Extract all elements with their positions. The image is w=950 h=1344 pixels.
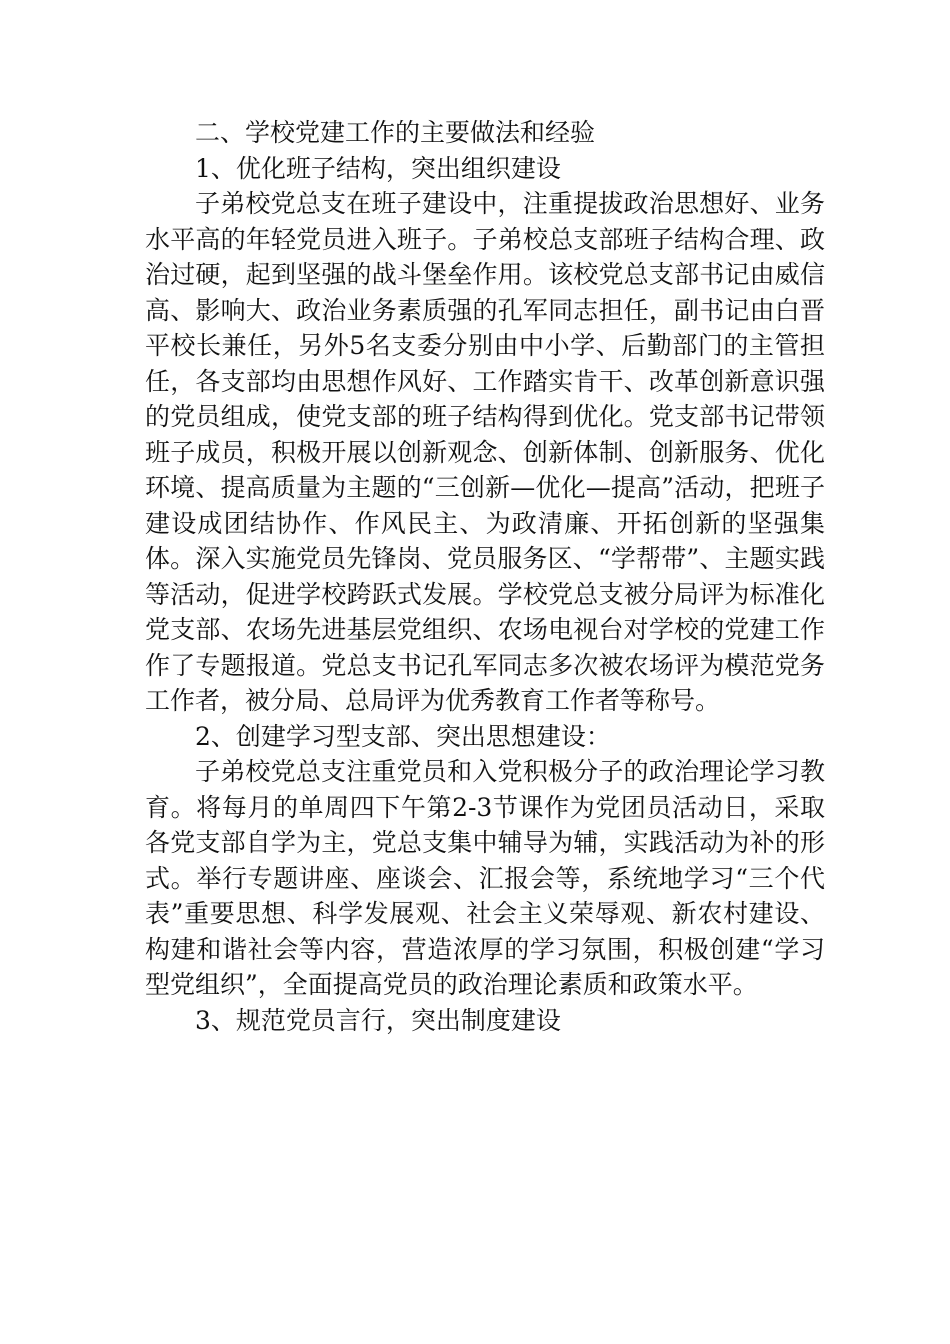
paragraph-ideology: 子弟校党总支注重党员和入党积极分子的政治理论学习教育。将每月的单周四下午第2-3节课作为党团员活动日，采取各党支部自学为主，党总支集中辅导为辅，实践活动为补的形式。举行专题讲座、座谈会、汇报会等，系统地学习“三个代表”重要思想、科学发展观、社会主义荣辱观、新农村建设、构建和谐社会等内容，营造浓厚的学习氛围，积极创建“学习型党组织”，全面提高党员的政治理论素质和政策水平。 (145, 757, 825, 999)
section-heading: 二、学校党建工作的主要做法和经验 (195, 118, 596, 147)
document-body (145, 115, 825, 1038)
subsection-heading-3: 3、规范党员言行，突出制度建设 (195, 1005, 561, 1035)
subsection-heading-2: 2、创建学习型支部、突出思想建设： (195, 721, 611, 751)
subsection-heading-1: 1、优化班子结构，突出组织建设 (195, 153, 561, 183)
paragraph-organization: 子弟校党总支在班子建设中，注重提拔政治思想好、业务水平高的年轻党员进入班子。子弟校总支部班子结构合理、政治过硬，起到坚强的战斗堡垒作用。该校党总支部书记由威信高、影响大、政治业务素质强的孔军同志担任，副书记由白晋平校长兼任，另外5名支委分别由中小学、后勤部门的主管担任，各支部均由思想作风好、工作踏实肯干、改革创新意识强的党员组成，使党支部的班子结构得到优化。党支部书记带领班子成员，积极开展以创新观念、创新体制、创新服务、优化环境、提高质量为主题的“三创新—优化—提高”活动，把班子建设成团结协作、作风民主、为政清廉、开拓创新的坚强集体。深入实施党员先锋岗、党员服务区、“学帮带”、主题实践等活动，促进学校跨跃式发展。学校党总支被分局评为标准化党支部、农场先进基层党组织、农场电视台对学校的党建工作作了专题报道。党总支书记孔军同志多次被农场评为模范党务工作者，被分局、总局评为优秀教育工作者等称号。 (145, 189, 825, 715)
